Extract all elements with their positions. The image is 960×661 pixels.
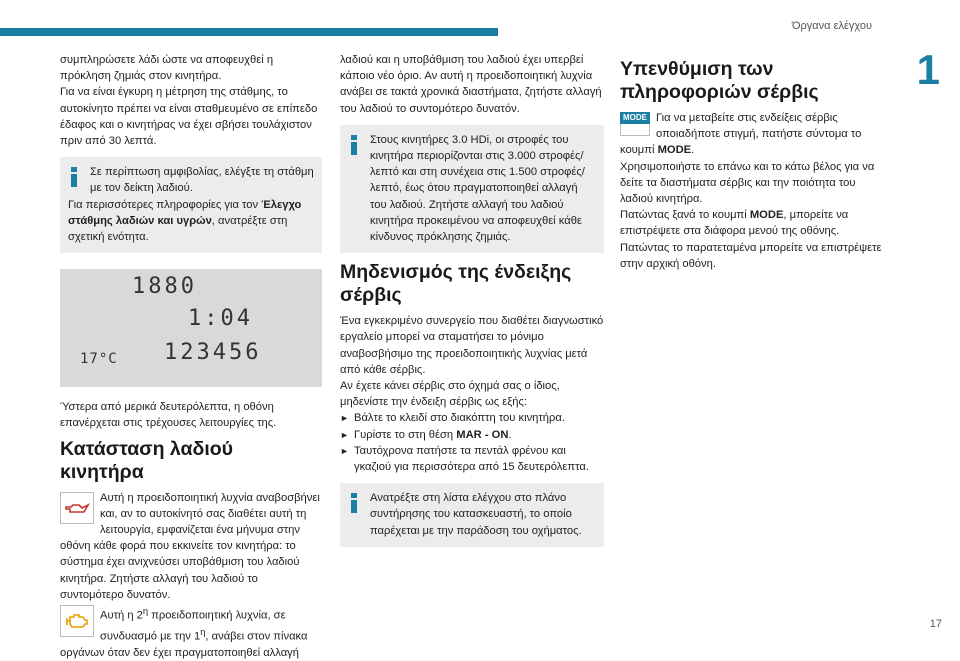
info-icon [349, 493, 359, 513]
column-1 [60, 52, 322, 661]
warning-paragraph: Αυτή η προειδοποιητική λυχνία αναβοσβήνει και, αν το αυτοκίνητό σας διαθέτει αυτή τη λειτουργία, εμφανίζεται ένα μήνυμα στην οθόνη κάθε φορά που εκκινείτε τον κινητήρα: το σύστημα έχει ανιχνεύσει υποβάθμιση του λαδιού κινητήρα. Ζητήστε αλλαγή του λαδιού το συντομότερο δυνατόν. [60, 491, 320, 601]
header-accent-bar [0, 28, 498, 36]
info-box [60, 157, 322, 253]
heading-service-recall: Υπενθύμιση των πληροφοριών σέρβις [620, 58, 819, 103]
info-box [340, 125, 604, 253]
section-title: Όργανα ελέγχου [792, 20, 872, 32]
display-line1: 1880 [132, 274, 197, 300]
paragraph: Πατώντας ξανά το κουμπί MODE, μπορείτε να επιστρέψετε στα διάφορα μενού της οθόνης. [620, 209, 849, 238]
column-3 [620, 52, 888, 272]
paragraph: συμπληρώσετε λάδι ώστε να αποφευχθεί η πρόκληση ζημιάς στον κινητήρα. [60, 54, 274, 83]
display-odometer: 123456 [164, 340, 262, 366]
mode-paragraph: MODE Για να μεταβείτε στις ενδείξεις σέρβις οποιαδήποτε στιγμή, πατήστε σύντομα το κουμπί MODE. [620, 112, 862, 157]
page-number: 17 [929, 618, 942, 630]
link-oil-check: Έλεγχο στάθμης λαδιών και υγρών [68, 198, 302, 227]
display-line2: 1:04 [188, 306, 253, 332]
bullet-arrow-icon: ► [340, 413, 349, 424]
info-icon [349, 135, 359, 155]
paragraph: Πατώντας το παρατεταμένα μπορείτε να επιστρέψετε στην αρχική οθόνη. [620, 241, 882, 270]
info-icon [69, 167, 79, 187]
paragraph: Ένα εγκεκριμένο συνεργείο που διαθέτει διαγνωστικό εργαλείο μπορεί να σταματήσει το μόνιμο αναβοσβήσιμο της προειδοποιητικής λυχνίας μετά από κάθε σέρβις. [340, 315, 604, 376]
info-text: Σε περίπτωση αμφιβολίας, ελέγξτε τη στάθμη με τον δείκτη λαδιού. [90, 166, 314, 195]
info-more: Για περισσότερες πληροφορίες για τον Έλεγχο στάθμης λαδιών και υγρών, ανατρέξτε στη σχετική ενότητα. [68, 198, 302, 244]
paragraph: Χρησιμοποιήστε το επάνω και το κάτω βέλος για να δείτε τα διαστήματα σέρβις και την ποιότητα του λαδιού κινητήρα. [620, 160, 875, 206]
paragraph: λαδιού και η υποβάθμιση του λαδιού έχει υπερβεί κάποιο νέο όριο. Αν αυτή η προειδοποιητική λυχνία ανάβει σε τακτά χρονικά διαστήματα, ζητήστε αλλαγή του λαδιού το συντομότερο δυνατόν. [340, 54, 602, 115]
info-text: Στους κινητήρες 3.0 HDi, οι στροφές του κινητήρα περιορίζονται στις 3.000 στροφές/λεπτό και στη συνέχεια στις 1.500 στροφές/λεπτό, έως ότου πραγματοποιηθεί αλλαγή του λαδιού. Ζητήστε αλλαγή του λαδιού κινητήρα προκειμένου να αποφευχθεί κάθε κίνδυνος πρόκλησης ζημιάς. [370, 133, 585, 244]
warning-paragraph: Αυτή η $2^\eta$ προειδοποιητική λυχνία, σε συνδυασμό με την $1^\eta$, ανάβει στον πίνακα οργάνων όταν δεν έχει πραγματοποιηθεί αλλαγή [60, 606, 308, 659]
oil-can-icon [60, 492, 94, 524]
list-item: ► Ταυτόχρονα πατήστε τα πεντάλ φρένου και γκαζιού για περισσότερα από 15 δευτερόλεπτα. [340, 443, 604, 475]
bullet-arrow-icon: ► [340, 445, 349, 456]
bullet-arrow-icon: ► [340, 429, 349, 440]
info-text: Ανατρέξτε στη λίστα ελέγχου στο πλάνο συντήρησης του κατασκευαστή, το οποίο παρέχεται με την παράδοση του οχήματος. [370, 492, 582, 537]
engine-icon [60, 605, 94, 637]
list-item: ► Γυρίστε το στη θέση MAR - ON. [340, 427, 604, 443]
paragraph: Για να είναι έγκυρη η μέτρηση της στάθμης, το αυτοκίνητο πρέπει να είναι σταθμευμένο σε επίπεδο έδαφος και ο κινητήρας να έχει σβήσει τουλάχιστον πριν από 30 λεπτά. [60, 86, 318, 148]
heading-oil-state: Κατάσταση λαδιού κινητήρα [60, 437, 234, 483]
heading-service-reset: Μηδενισμός της ένδειξης σέρβις [340, 261, 572, 307]
info-box [340, 483, 604, 547]
mode-button-icon: MODE [620, 112, 650, 136]
chapter-number: 1 [916, 46, 940, 93]
column-2 [340, 52, 604, 555]
display-temp: 17°C [80, 351, 118, 368]
instrument-display-image [60, 269, 322, 387]
paragraph: Ύστερα από μερικά δευτερόλεπτα, η οθόνη επανέρχεται στις τρέχουσες λειτουργίες της. [60, 401, 277, 430]
paragraph: Αν έχετε κάνει σέρβις στο όχημά σας ο ίδιος, μηδενίστε την ένδειξη σέρβις ως εξής: [340, 380, 560, 409]
list-item: ► Βάλτε το κλειδί στο διακόπτη του κινητήρα. [340, 410, 604, 426]
